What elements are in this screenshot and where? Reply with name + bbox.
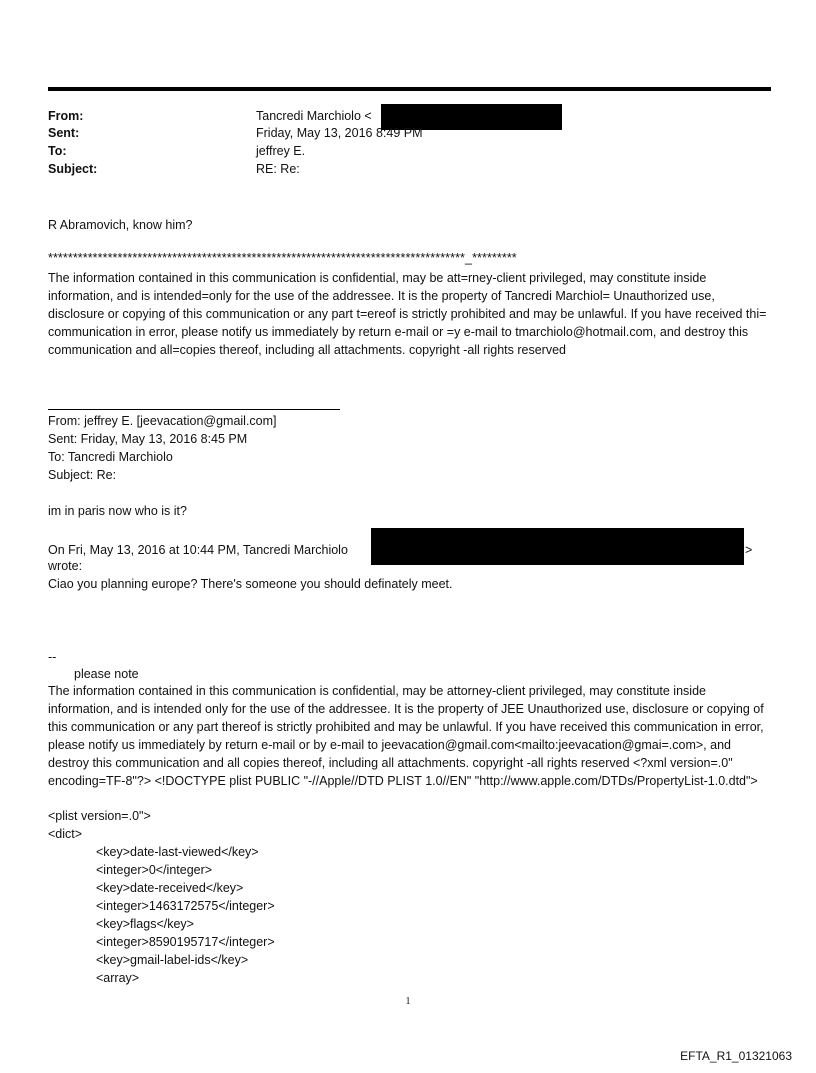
wrote-line: wrote: [48,559,83,573]
to-label: To: [48,144,67,158]
plist-line: <array> [96,971,140,985]
from-value: Tancredi Marchiolo < [256,109,372,123]
to-value: jeffrey E. [256,144,306,158]
from-label: From: [48,109,84,123]
header-rule [48,87,771,91]
sent-label: Sent: [48,126,80,140]
plist-line: <key>gmail-label-ids</key> [96,953,249,967]
quoted-message: im in paris now who is it? [48,504,187,518]
quoted-sent: Sent: Friday, May 13, 2016 8:45 PM [48,432,248,446]
separator-stars: ************************************************************************************_********* [48,251,517,265]
quoted-subject: Subject: Re: [48,468,117,482]
document-id: EFTA_R1_01321063 [680,1049,792,1063]
plist-line: <key>date-received</key> [96,881,244,895]
plist-line: <integer>8590195717</integer> [96,935,275,949]
page-number: 1 [405,996,411,1007]
redaction-box [371,528,744,565]
quoted-from: From: jeffrey E. [jeevacation@gmail.com] [48,414,277,428]
plist-line: <key>flags</key> [96,917,194,931]
on-date-line-end: > [745,543,753,557]
plist-line: <integer>0</integer> [96,863,213,877]
signature-dashes: -- [48,650,57,664]
sent-value: Friday, May 13, 2016 8:49 PM [256,126,423,140]
please-note: please note [74,667,139,681]
quoted-to: To: Tancredi Marchiolo [48,450,173,464]
dict-open: <dict> [48,827,83,841]
greeting-line: R Abramovich, know him? [48,218,193,232]
subject-label: Subject: [48,162,98,176]
quoted-divider [48,409,340,410]
disclaimer-paragraph-1: The information contained in this communication is confidential, may be att=rney-client privileged, may constitute inside information, and is intended=only for the use of the addressee. It is the property of Tancredi Marchiol= Unauthorized use, disclosure or copying of this communication or any part t=ereof is strictly prohibited and may be unlawful. If you have received thi= communication in error, please notify us immediately by return e-mail or =y e-mail to tmarchiolo@hotmail.com, and destroy this communication and all=copies thereof, including all attachments. copyright -all rights reserved [48,271,767,357]
on-date-line: On Fri, May 13, 2016 at 10:44 PM, Tancredi Marchiolo [48,543,348,557]
plist-open: <plist version=.0"> [48,809,151,823]
disclaimer-paragraph-2: The information contained in this communication is confidential, may be attorney-client privileged, may constitute inside information, and is intended only for the use of the addressee. It is the property of JEE Unauthorized use, disclosure or copying of this communication or any part thereof is strictly prohibited and may be unlawful. If you have received this communication in error, please notify us immediately by return e-mail or by e-mail to jeevacation@gmail.com<mailto:jeevacation@gmai=.com>, and destroy this communication and all copies thereof, including all attachments. copyright -all rights reserved <?xml version=.0" encoding=TF-8"?> <!DOCTYPE plist PUBLIC "-//Apple//DTD PLIST 1.0//EN" "http://www.apple.com/DTDs/PropertyList-1.0.dtd"> [48,684,764,788]
ciao-message: Ciao you planning europe? There's someone you should definately meet. [48,577,453,591]
subject-value: RE: Re: [256,162,300,176]
plist-line: <key>date-last-viewed</key> [96,845,259,859]
plist-line: <integer>1463172575</integer> [96,899,275,913]
